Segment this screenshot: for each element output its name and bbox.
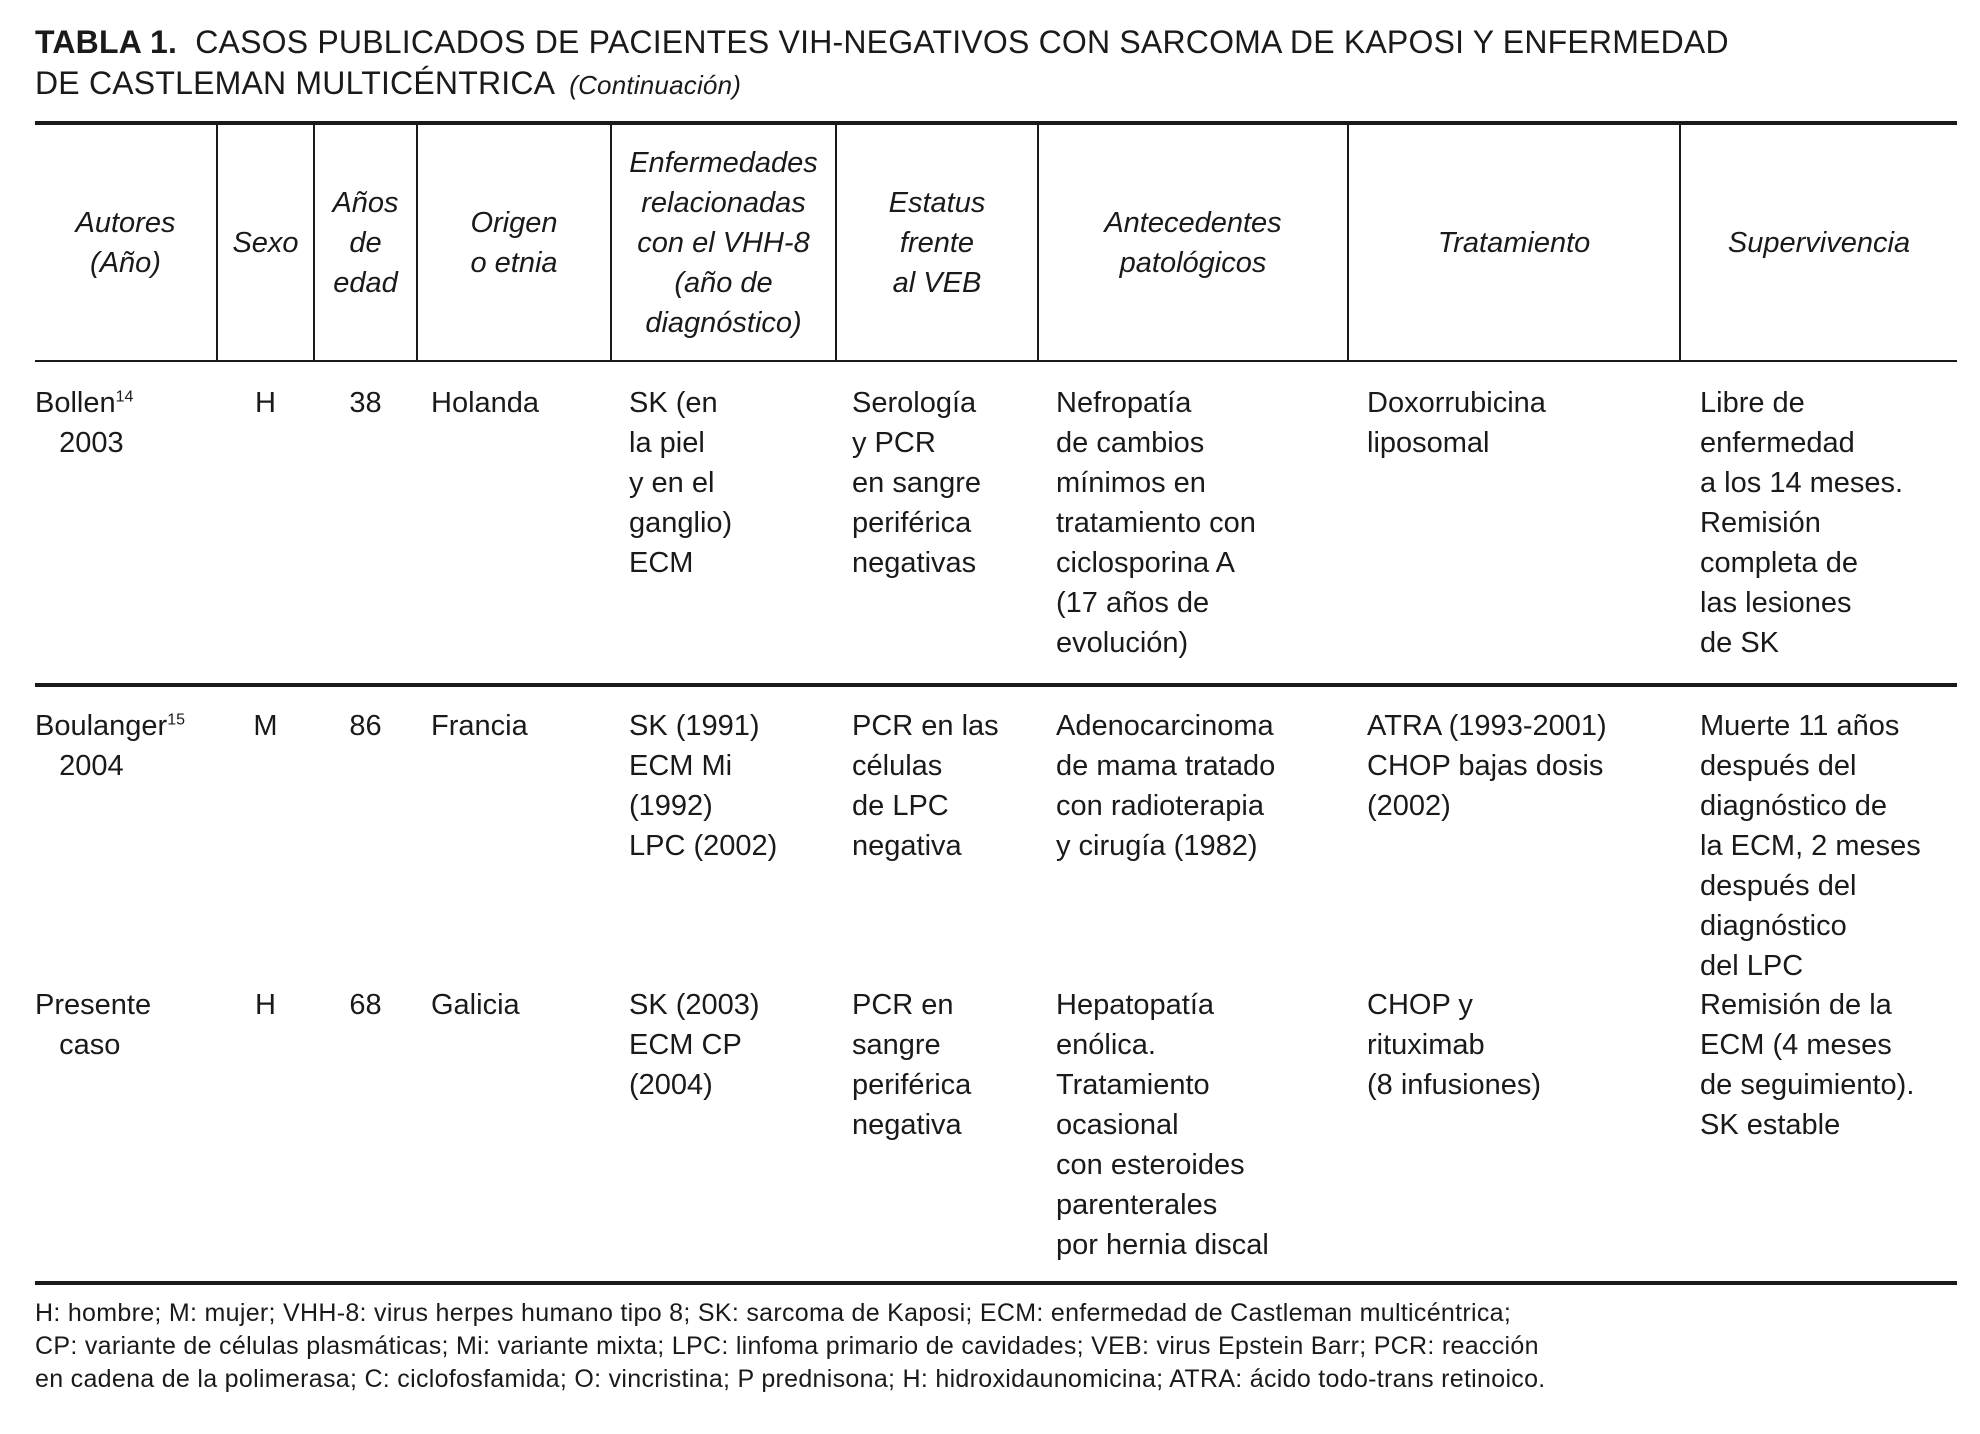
author-name: Bollen: [35, 387, 116, 419]
cell-autores: [35, 706, 215, 786]
header-origen: [418, 124, 610, 362]
table-bottom-rule: [35, 1281, 1957, 1285]
cell-supervivencia: Remisión de la ECM (4 meses de seguimiento). SK estable: [1700, 989, 1915, 1141]
header-autores: [35, 124, 216, 362]
header-edad-text: Años de edad: [332, 187, 399, 299]
author-name: Boulanger: [35, 710, 168, 742]
row-separator-rule: [35, 683, 1957, 687]
cell-estatus: PCR en las células de LPC negativa: [852, 710, 999, 862]
title-line-1: [35, 22, 1955, 63]
header-enfermedades: [612, 124, 835, 362]
cell-sexo: H: [255, 387, 276, 419]
title-line-2: [35, 63, 1955, 106]
footnote-line: H: hombre; M: mujer; VHH-8: virus herpes humano tipo 8; SK: sarcoma de Kaposi; ECM: enfermedad de Castleman multicéntrica;: [35, 1299, 1512, 1327]
cell-supervivencia: Muerte 11 años después del diagnóstico de la ECM, 2 meses después del diagnóstico del LPC: [1700, 710, 1921, 982]
author-year: 2004: [59, 750, 124, 782]
header-estatus-text: Estatus frente al VEB: [888, 187, 986, 299]
cell-antecedentes: Hepatopatía enólica. Tratamiento ocasional con esteroides parenterales por hernia discal: [1056, 989, 1269, 1261]
cell-estatus: Serología y PCR en sangre periférica negativas: [852, 387, 981, 579]
cell-origen: Francia: [431, 710, 528, 742]
cell-enfermedades: SK (en la piel y en el ganglio) ECM: [629, 387, 733, 579]
cell-antecedentes: Nefropatía de cambios mínimos en tratamiento con ciclosporina A (17 años de evolución): [1056, 387, 1256, 659]
header-enfermedades-text: Enfermedades relacionadas con el VHH-8 (año de diagnóstico): [629, 147, 818, 339]
author-name: Presente: [35, 989, 152, 1021]
cell-enfermedades: SK (2003) ECM CP (2004): [629, 989, 760, 1101]
cell-sexo: H: [255, 989, 276, 1021]
header-sexo-text: Sexo: [232, 227, 299, 259]
cell-edad: 68: [349, 989, 382, 1021]
cell-enfermedades: SK (1991) ECM Mi (1992) LPC (2002): [629, 710, 778, 862]
title-text-line-2: DE CASTLEMAN MULTICÉNTRICA: [35, 65, 556, 101]
author-year: caso: [59, 1029, 121, 1061]
cell-tratamiento: ATRA (1993-2001) CHOP bajas dosis (2002): [1367, 710, 1607, 822]
header-antecedentes: [1039, 124, 1347, 362]
table-title: [35, 22, 1955, 106]
author-year: 2003: [59, 427, 124, 459]
cell-edad: 86: [349, 710, 382, 742]
header-tratamiento-text: Tratamiento: [1437, 227, 1591, 259]
header-edad: [315, 124, 416, 362]
cell-sexo: M: [253, 710, 278, 742]
cell-autores: [35, 383, 215, 463]
cell-origen: Galicia: [431, 989, 520, 1021]
header-supervivencia-text: Supervivencia: [1727, 227, 1911, 259]
header-tratamiento: [1349, 124, 1679, 362]
footnote-line: CP: variante de células plasmáticas; Mi: variante mixta; LPC: linfoma primario de cavidades; VEB: virus Epstein Barr; PCR: reacción: [35, 1332, 1539, 1360]
header-estatus: [837, 124, 1037, 362]
header-origen-text: Origen o etnia: [470, 207, 558, 279]
title-continuation: (Continuación): [569, 70, 742, 100]
author-reference: 15: [167, 711, 186, 729]
title-text-line-1: CASOS PUBLICADOS DE PACIENTES VIH-NEGATIVOS CON SARCOMA DE KAPOSI Y ENFERMEDAD: [195, 24, 1729, 60]
table-label: TABLA 1.: [35, 24, 178, 60]
cell-autores: [35, 985, 215, 1065]
cell-antecedentes: Adenocarcinoma de mama tratado con radioterapia y cirugía (1982): [1056, 710, 1276, 862]
cell-edad: 38: [349, 387, 382, 419]
header-sexo: [218, 124, 313, 362]
header-antecedentes-text: Antecedentes patológicos: [1104, 207, 1282, 279]
author-reference: 14: [115, 388, 134, 406]
header-supervivencia: [1681, 124, 1957, 362]
header-autores-text: Autores (Año): [75, 207, 176, 279]
cell-supervivencia: Libre de enfermedad a los 14 meses. Remisión completa de las lesiones de SK: [1700, 387, 1904, 659]
table-footnote: [35, 1297, 1955, 1396]
cell-tratamiento: CHOP y rituximab (8 infusiones): [1367, 989, 1542, 1101]
cell-estatus: PCR en sangre periférica negativa: [852, 989, 972, 1141]
cell-tratamiento: Doxorrubicina liposomal: [1367, 387, 1546, 459]
footnote-line: en cadena de la polimerasa; C: ciclofosfamida; O: vincristina; P prednisona; H: hidroxidaunomicina; ATRA: ácido todo-trans retinoico.: [35, 1365, 1546, 1393]
cell-origen: Holanda: [431, 387, 540, 419]
